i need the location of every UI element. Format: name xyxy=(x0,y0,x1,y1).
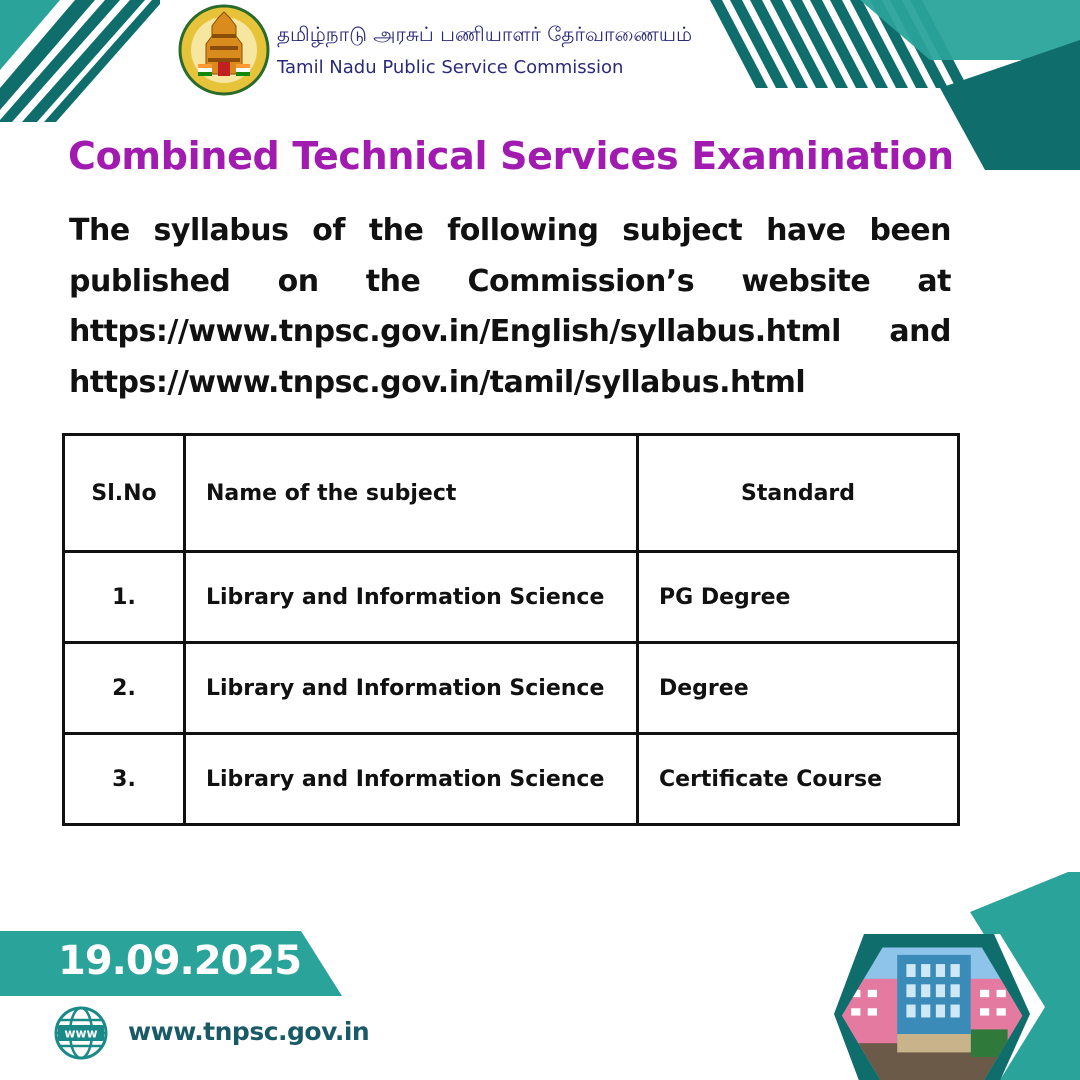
notice-line-2: published on the Commission’s website at xyxy=(69,263,951,299)
website-link[interactable]: www.tnpsc.gov.in xyxy=(128,1017,370,1046)
cell-subject: Library and Information Science xyxy=(185,552,638,643)
cell-standard: PG Degree xyxy=(638,552,959,643)
cell-standard: Degree xyxy=(638,643,959,734)
cell-sl-no: 1. xyxy=(64,552,185,643)
table-row xyxy=(64,552,959,643)
header-standard: Standard xyxy=(638,435,959,552)
top-left-stripes-decoration xyxy=(0,0,160,122)
notice-line-4-tamil-url: https://www.tnpsc.gov.in/tamil/syllabus.html xyxy=(69,364,806,400)
notice-line-1: The syllabus of the following subject have been xyxy=(69,213,951,248)
table-row xyxy=(64,734,959,825)
table-header-row xyxy=(64,435,959,552)
globe-www-label: www xyxy=(64,1026,98,1041)
header-sl-no: Sl.No xyxy=(64,435,185,552)
page-title: Combined Technical Services Examination xyxy=(68,134,954,178)
cell-sl-no: 3. xyxy=(64,734,185,825)
cell-subject: Library and Information Science xyxy=(185,643,638,734)
notice-text xyxy=(69,206,951,408)
globe-www-icon xyxy=(54,1006,108,1060)
table-row xyxy=(64,643,959,734)
cell-sl-no: 2. xyxy=(64,643,185,734)
notice-line-3-english-url: https://www.tnpsc.gov.in/English/syllabus.html and xyxy=(69,314,951,349)
building-photo xyxy=(834,934,1030,1080)
tnpsc-emblem-logo xyxy=(176,4,272,96)
header-subject: Name of the subject xyxy=(185,435,638,552)
cell-subject: Library and Information Science xyxy=(185,734,638,825)
org-name-tamil: தமிழ்நாடு அரசுப் பணியாளர் தேர்வாணையம் xyxy=(277,22,693,46)
notice-date: 19.09.2025 xyxy=(58,938,302,984)
cell-standard: Certificate Course xyxy=(638,734,959,825)
syllabus-table xyxy=(62,433,960,826)
org-name-english: Tamil Nadu Public Service Commission xyxy=(277,57,624,78)
